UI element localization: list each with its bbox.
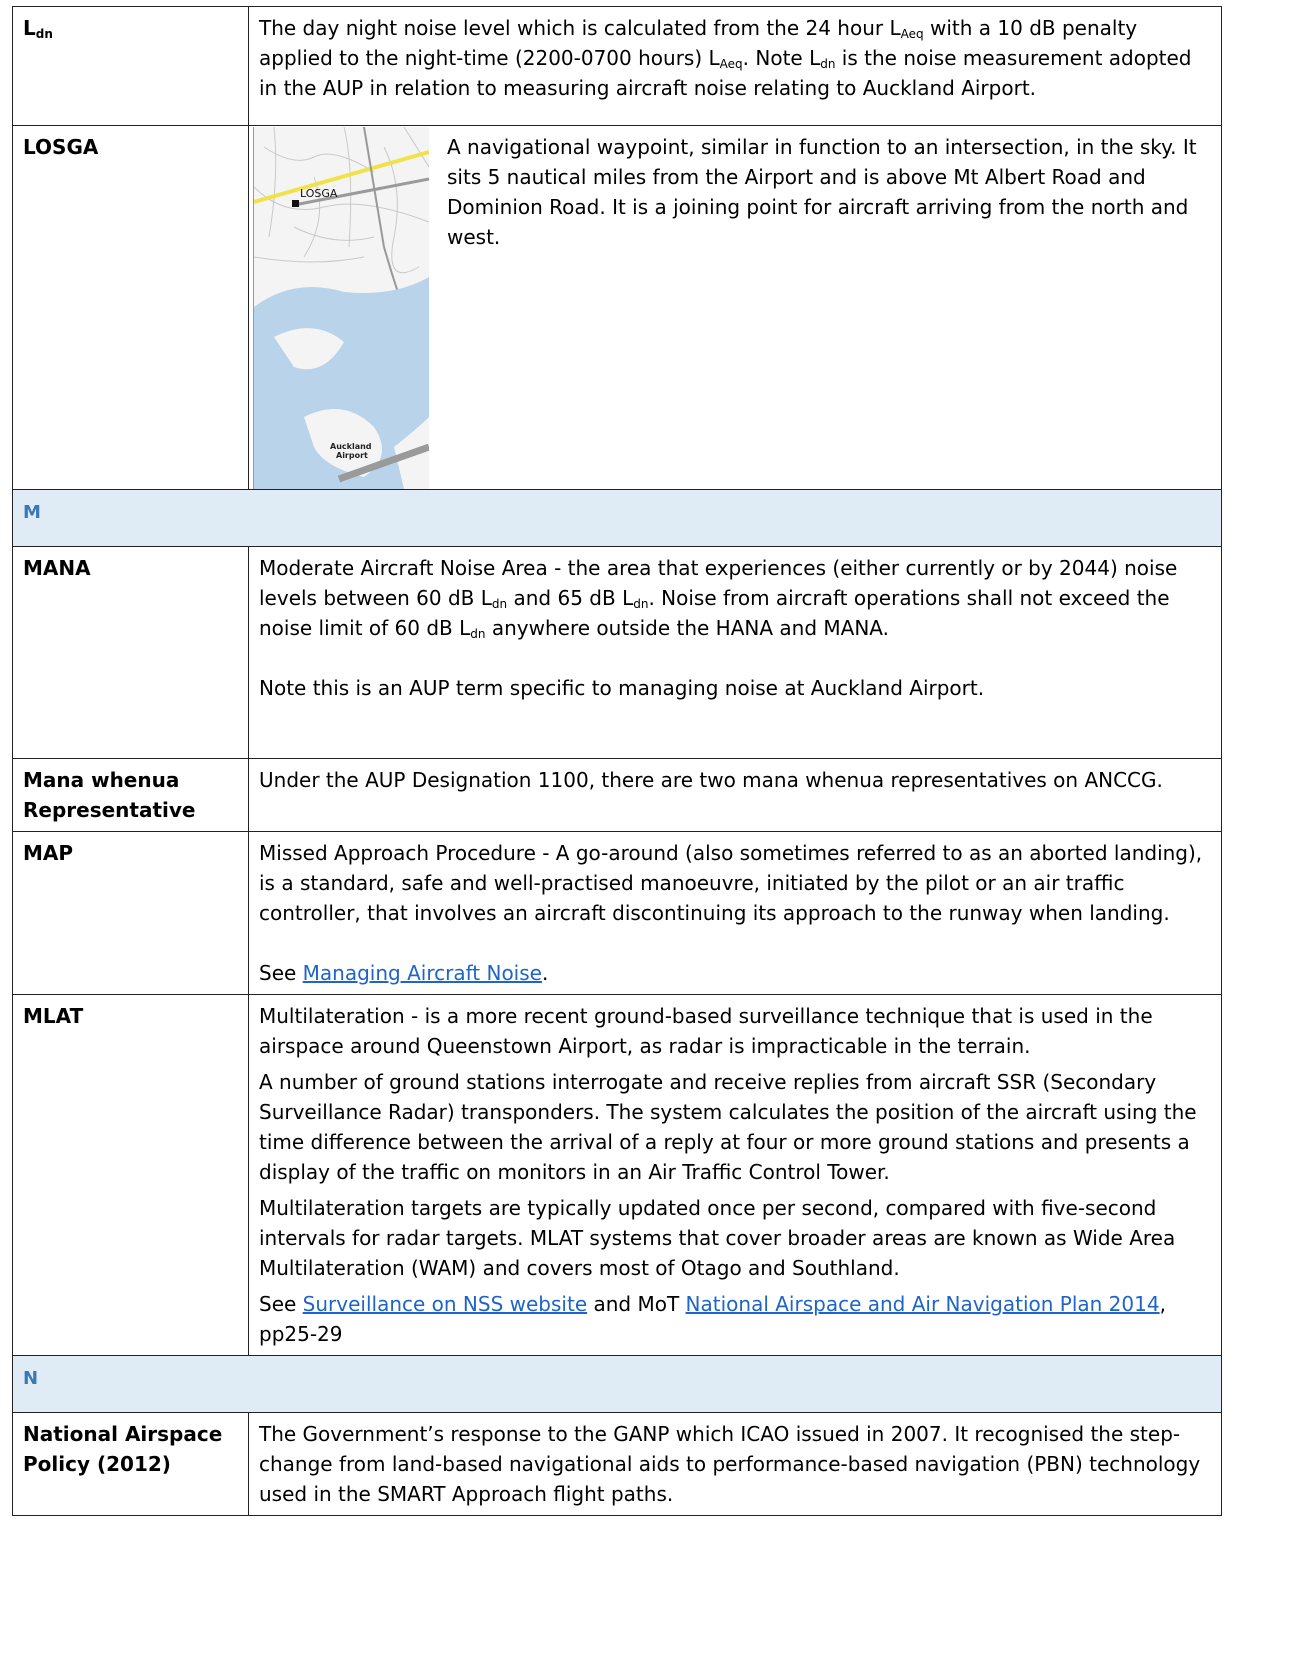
term-cell [13, 995, 249, 1356]
term-cell [13, 126, 249, 490]
definition-text: Moderate Aircraft Noise Area - the area that experiences (either currently or by 2044) noise levels between 60 dB L [259, 556, 1178, 610]
see-prefix: See [259, 1292, 303, 1316]
term-label: LOSGA [23, 135, 99, 159]
see-also [259, 1289, 1211, 1349]
term-label: National Airspace Policy (2012) [23, 1422, 223, 1476]
term-label: L [23, 16, 36, 40]
definition-paragraph [259, 553, 1211, 643]
national-airspace-plan-link[interactable]: National Airspace and Air Navigation Plan 2014 [685, 1292, 1160, 1316]
section-header-row [13, 490, 1222, 547]
section-letter: N [13, 1356, 1222, 1413]
table-row [13, 1413, 1222, 1516]
table-row [13, 126, 1222, 490]
definition-cell [249, 759, 1222, 832]
subscript: dn [820, 57, 836, 71]
managing-aircraft-noise-link[interactable]: Managing Aircraft Noise [302, 961, 542, 985]
subscript: dn [633, 597, 649, 611]
section-header-row [13, 1356, 1222, 1413]
term-label: MLAT [23, 1004, 84, 1028]
definition-text: Under the AUP Designation 1100, there are two mana whenua representatives on ANCCG. [259, 768, 1163, 792]
term-cell [13, 7, 249, 126]
losga-map-image [253, 127, 429, 489]
definition-text: with a 10 dB penalty applied to the night-time (2200-0700 hours) L [259, 16, 1138, 70]
definition-cell [249, 547, 1222, 759]
subscript: Aeq [900, 27, 924, 41]
definition-paragraph: Multilateration targets are typically updated once per second, compared with five-second intervals for radar targets. MLAT systems that cover broader areas are known as Wide Area Multilateration (WAM) and covers most of Otago and Southland. [259, 1196, 1176, 1280]
table-row [13, 832, 1222, 995]
definition-text: The day night noise level which is calculated from the 24 hour L [259, 16, 901, 40]
definition-text: The Government’s response to the GANP which ICAO issued in 2007. It recognised the step-change from land-based navigational aids to performance-based navigation (PBN) technology used in the SMART Approach flight paths. [259, 1422, 1201, 1506]
definition-text: is the noise measurement adopted in the AUP in relation to measuring aircraft noise relating to Auckland Airport. [259, 46, 1192, 100]
map-label-airport: Airport [336, 451, 368, 460]
definition-text: anywhere outside the HANA and MANA. [485, 616, 889, 640]
definition-paragraph: Missed Approach Procedure - A go-around (also sometimes referred to as an aborted landing), is a standard, safe and well-practised manoeuvre, initiated by the pilot or an air traffic controller, that involves an aircraft discontinuing its approach to the runway when landing. [259, 841, 1203, 925]
see-suffix: . [541, 961, 549, 985]
definition-text: and 65 dB L [507, 586, 634, 610]
map-label-auckland: Auckland [330, 442, 372, 451]
definition-cell [249, 1413, 1222, 1516]
subscript: dn [470, 627, 486, 641]
surveillance-nss-link[interactable]: Surveillance on NSS website [302, 1292, 588, 1316]
table-row [13, 759, 1222, 832]
definition-text: A navigational waypoint, similar in function to an intersection, in the sky. It sits 5 nautical miles from the Airport and is above Mt Albert Road and Dominion Road. It is a joining point for aircraft arriving from the north and west. [447, 135, 1197, 249]
subscript: dn [491, 597, 508, 611]
see-prefix: See [259, 961, 303, 985]
definition-paragraph: Multilateration - is a more recent ground-based surveillance technique that is used in the airspace around Queenstown Airport, as radar is impracticable in the terrain. [259, 1004, 1153, 1058]
term-cell [13, 832, 249, 995]
see-middle: and MoT [587, 1292, 686, 1316]
see-also [259, 958, 1211, 988]
term-label: MANA [23, 556, 91, 580]
definition-cell [249, 995, 1222, 1356]
see-suffix: , pp25-29 [259, 1292, 1166, 1346]
term-label: MAP [23, 841, 74, 865]
definition-cell [249, 7, 1222, 126]
term-cell [13, 759, 249, 832]
definition-note: Note this is an AUP term specific to managing noise at Auckland Airport. [259, 676, 985, 700]
map-label-losga: LOSGA [300, 187, 338, 200]
definition-cell [249, 832, 1222, 995]
term-subscript: dn [35, 27, 53, 41]
definition-text: . Note L [742, 46, 821, 70]
term-label: Mana whenua Representative [23, 768, 196, 822]
term-cell [13, 547, 249, 759]
term-cell [13, 1413, 249, 1516]
table-row [13, 7, 1222, 126]
table-row [13, 995, 1222, 1356]
definition-paragraph: A number of ground stations interrogate and receive replies from aircraft SSR (Secondary Surveillance Radar) transponders. The system calculates the position of the aircraft using the time difference between the arrival of a reply at four or more ground stations and presents a display of the traffic on monitors in an Air Traffic Control Tower. [259, 1070, 1197, 1184]
subscript: Aeq [719, 57, 743, 71]
definition-cell [249, 126, 1222, 490]
table-row [13, 547, 1222, 759]
section-letter: M [13, 490, 1222, 547]
definition-text: . Noise from aircraft operations shall not exceed the noise limit of 60 dB L [259, 586, 1170, 640]
glossary-table [12, 6, 1222, 1516]
